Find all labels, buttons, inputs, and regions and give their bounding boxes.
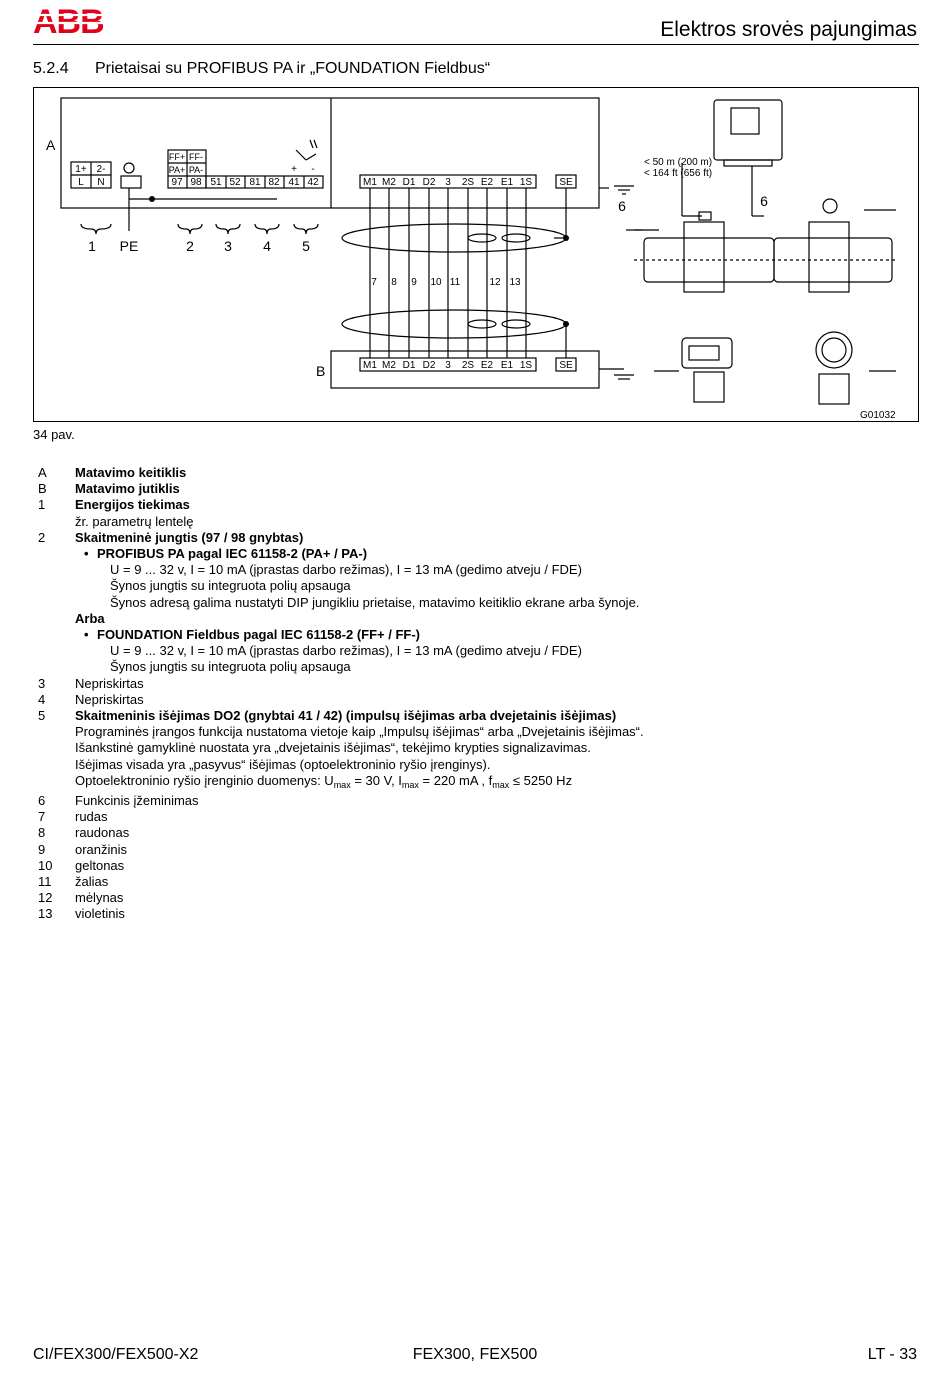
legend-line (38, 546, 898, 562)
legend-value: Energijos tiekimas (75, 497, 190, 513)
sensor-term-D2: D2 (422, 360, 436, 371)
footer-doc-id: CI/FEX300/FEX500-X2 (33, 1346, 199, 1363)
term-L: L (78, 177, 84, 188)
legend-line (38, 514, 898, 530)
legend-value: geltonas (75, 857, 125, 873)
opto-text: = 220 mA , f (418, 772, 493, 788)
distance-metric: < 50 m (200 m) (644, 157, 713, 168)
footer-product: FEX300, FEX500 (412, 1346, 538, 1363)
term-ff-minus: FF- (189, 152, 203, 162)
legend-value: Nepriskirtas (75, 675, 144, 691)
opto-sub: max (401, 779, 419, 790)
sensor-term-M2: M2 (382, 360, 396, 371)
group-5: 5 (302, 238, 310, 254)
wire-8: 8 (391, 277, 397, 288)
sensor-term-M1: M1 (363, 360, 377, 371)
legend-text: Šynos jungtis su integruota polių apsauga (110, 578, 351, 594)
group-3: 3 (224, 238, 232, 254)
wiring-diagram (33, 87, 919, 422)
sensor-term-E2: E2 (480, 360, 494, 371)
legend-row-12 (38, 890, 898, 906)
legend-value: Skaitmeninis išėjimas DO2 (gnybtai 41 / 42) (impulsų išėjimas arba dvejetainis išėjimas) (75, 708, 617, 724)
legend-key: 12 (38, 890, 53, 906)
legend-key: 8 (38, 825, 46, 841)
legend-key: 6 (38, 793, 46, 809)
cable-term-1S: 1S (519, 177, 533, 188)
legend-value: Funkcinis įžeminimas (75, 793, 199, 809)
legend-line (38, 627, 898, 643)
legend-row-7 (38, 809, 898, 825)
legend-line (38, 578, 898, 594)
cable-term-D2: D2 (422, 177, 436, 188)
cable-term-E2: E2 (480, 177, 494, 188)
header-title: Elektros srovės pajungimas (660, 18, 917, 41)
legend-value: Matavimo keitiklis (75, 465, 187, 480)
cable-term-M1: M1 (363, 177, 377, 188)
term-52: 52 (229, 177, 241, 188)
sensor-term-2S: 2S (461, 360, 475, 371)
cable-term-E1: E1 (500, 177, 514, 188)
legend-text: Šynos adresą galima nustatyti DIP jungikliu prietaise, matavimo keitiklio ekrane arba šynoje. (110, 594, 640, 610)
legend-text: U = 9 ... 32 v, I = 10 mA (įprastas darbo režimas), I = 13 mA (gedimo atveju / FDE) (110, 643, 582, 659)
legend-row-B (38, 481, 898, 497)
group-2: 2 (186, 238, 194, 254)
legend-line (38, 740, 898, 756)
label-A: A (46, 137, 56, 153)
legend-value: rudas (75, 809, 108, 825)
term-42: 42 (307, 177, 319, 188)
opto-text: ≤ 5250 Hz (509, 772, 573, 788)
legend-row-8 (38, 825, 898, 841)
opto-minus: - (311, 164, 315, 175)
legend-value: mėlynas (75, 890, 124, 906)
cable-term-M2: M2 (382, 177, 396, 188)
term-ff-plus: FF+ (168, 152, 186, 162)
opto-text: = 30 V, I (350, 772, 402, 788)
term-1plus: 1+ (75, 164, 87, 175)
legend-line (38, 643, 898, 659)
legend-key: 13 (38, 906, 53, 922)
sensor-term-3: 3 (445, 360, 451, 371)
distance-imperial: < 164 ft (656 ft) (644, 168, 713, 179)
term-N: N (97, 177, 105, 188)
wire-11: 11 (449, 277, 461, 288)
legend-row-2 (38, 530, 898, 546)
cable-term-3: 3 (445, 177, 451, 188)
wire-12: 12 (489, 277, 501, 288)
wire-10: 10 (430, 277, 442, 288)
sensor-term-D1: D1 (402, 360, 416, 371)
cable-term-2S: 2S (461, 177, 475, 188)
legend-row-3 (38, 676, 898, 692)
legend-line (38, 611, 898, 627)
abb-logo (33, 6, 113, 36)
ground-6-left: 6 (618, 198, 626, 214)
legend-row-5 (38, 708, 898, 724)
term-81: 81 (249, 177, 261, 188)
legend-key: 5 (38, 708, 46, 724)
legend-text: Arba (75, 610, 105, 626)
legend-row-4 (38, 692, 898, 708)
footer-page-number: LT - 33 (867, 1346, 917, 1363)
legend-value: Skaitmeninė jungtis (97 / 98 gnybtas) (75, 529, 304, 545)
legend-key: 2 (38, 529, 46, 545)
legend-text: Išėjimas visada yra „pasyvus“ išėjimas (optoelektroninio ryšio įrenginys). (75, 756, 491, 772)
group-4: 4 (263, 238, 271, 254)
legend-text: Išankstinė gamyklinė nuostata yra „dvejetainis išėjimas“, tekėjimo krypties signalizavimas. (75, 740, 591, 756)
figure-caption: 34 pav. (33, 427, 75, 442)
legend-row-9 (38, 842, 898, 858)
legend-key: 4 (38, 691, 46, 707)
section-number: 5.2.4 (33, 60, 69, 77)
legend-value: žalias (75, 874, 109, 890)
label-B: B (316, 363, 326, 379)
legend-key: A (38, 465, 47, 480)
legend-row-10 (38, 858, 898, 874)
legend-key: 11 (38, 874, 52, 890)
opto-text: Optoelektroninio ryšio įrenginio duomenys: U (75, 772, 334, 788)
term-98: 98 (190, 177, 202, 188)
legend-key: 10 (38, 857, 53, 873)
cable-term-D1: D1 (402, 177, 416, 188)
group-PE: PE (119, 238, 139, 254)
legend-line (38, 757, 898, 773)
header-divider (33, 44, 919, 45)
legend-line (38, 659, 898, 675)
wire-9: 9 (411, 277, 417, 288)
group-1: 1 (88, 238, 96, 254)
legend-text: Programinės įrangos funkcija nustatoma vietoje kaip „Impulsų išėjimas“ arba „Dvejetainis išėjimas“. (75, 724, 644, 740)
legend-line (38, 595, 898, 611)
section-heading (33, 60, 490, 78)
legend-line (38, 562, 898, 578)
legend-value: oranžinis (75, 841, 128, 857)
legend-line (38, 773, 898, 793)
legend-key: B (38, 481, 47, 497)
term-82: 82 (268, 177, 280, 188)
sensor-term-1S: 1S (519, 360, 533, 371)
legend-text: Šynos jungtis su integruota polių apsauga (110, 659, 351, 675)
wiring-diagram-svg (34, 88, 918, 421)
legend-opto-data (75, 773, 898, 793)
abb-logo-text: ABB (33, 6, 104, 36)
sensor-term-SE: SE (559, 360, 573, 371)
legend-value: violetinis (75, 906, 125, 922)
term-97: 97 (171, 177, 183, 188)
legend-bullet: • FOUNDATION Fieldbus pagal IEC 61158-2 (FF+ / FF-) (75, 627, 898, 643)
legend-value: Nepriskirtas (75, 691, 144, 707)
legend-row-6 (38, 793, 898, 809)
figure-code: G01032 (860, 410, 896, 421)
term-pa-minus: PA- (188, 165, 204, 175)
legend-row-11 (38, 874, 898, 890)
legend-key: 1 (38, 497, 46, 513)
wire-7: 7 (371, 277, 377, 288)
legend-bullet: • PROFIBUS PA pagal IEC 61158-2 (PA+ / PA-) (75, 546, 898, 562)
opto-sub: max (492, 779, 510, 790)
opto-plus: + (291, 164, 297, 175)
legend-text: žr. parametrų lentelę (75, 513, 194, 529)
wire-13: 13 (509, 277, 521, 288)
legend-row-13 (38, 906, 898, 922)
legend-key: 7 (38, 809, 46, 825)
legend-value: raudonas (75, 825, 130, 841)
legend (38, 465, 898, 923)
legend-value: Matavimo jutiklis (75, 481, 180, 497)
cable-term-SE: SE (559, 177, 573, 188)
legend-key: 9 (38, 841, 46, 857)
legend-text: U = 9 ... 32 v, I = 10 mA (įprastas darbo režimas), I = 13 mA (gedimo atveju / FDE) (110, 562, 582, 578)
opto-sub: max (333, 779, 351, 790)
legend-row-1 (38, 497, 898, 513)
term-2minus: 2- (96, 164, 106, 175)
legend-row-A (38, 465, 898, 481)
legend-key: 3 (38, 675, 46, 691)
ground-6-right: 6 (760, 193, 768, 209)
term-51: 51 (210, 177, 222, 188)
term-pa-plus: PA+ (168, 165, 186, 175)
sensor-term-E1: E1 (500, 360, 514, 371)
section-title: Prietaisai su PROFIBUS PA ir „FOUNDATION Fieldbus“ (95, 60, 491, 77)
legend-line (38, 724, 898, 740)
term-41: 41 (288, 177, 300, 188)
